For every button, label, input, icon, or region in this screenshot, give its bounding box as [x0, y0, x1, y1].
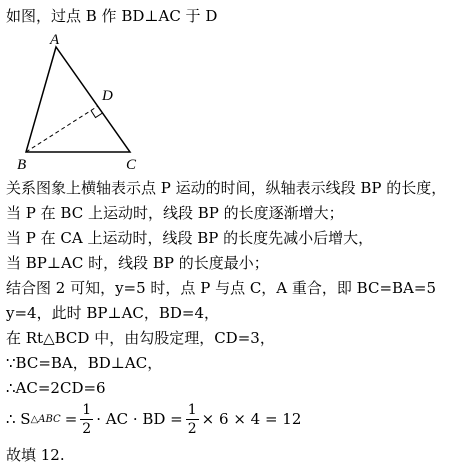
label-d: D [102, 88, 113, 104]
fraction-2-numerator: 1 [187, 401, 197, 418]
formula-prefix: ∴ S [6, 410, 31, 428]
label-a: A [50, 32, 60, 48]
label-b: B [17, 157, 27, 172]
triangle-abc [26, 47, 130, 152]
solution-line-6: y=4，此时 BP⊥AC，BD=4， [6, 304, 220, 322]
formula-equals: = [64, 410, 78, 428]
solution-line-9: ∴AC=2CD=6 [6, 379, 106, 397]
formula-tail: × 6 × 4 = 12 [201, 410, 302, 428]
solution-line-5: 结合图 2 可知，y=5 时，点 P 与点 C，A 重合，即 BC=BA=5 [6, 279, 436, 297]
formula-subscript: △ABC [30, 413, 61, 425]
solution-line-7: 在 Rt△BCD 中，由勾股定理，CD=3， [6, 329, 275, 347]
fraction-1-numerator: 1 [82, 401, 92, 418]
fraction-half-2 [186, 401, 199, 438]
answer-line: 故填 12. [6, 446, 65, 464]
solution-line-2: 当 P 在 BC 上运动时，线段 BP 的长度逐渐增大； [6, 204, 344, 222]
fraction-1-denominator: 2 [82, 420, 92, 437]
fraction-2-denominator: 2 [187, 420, 197, 437]
solution-line-1: 关系图象上横轴表示点 P 运动的时间，纵轴表示线段 BP 的长度， [6, 179, 447, 197]
solution-line-3: 当 P 在 CA 上运动时，线段 BP 的长度先减小后增大， [6, 229, 374, 247]
area-formula [6, 397, 301, 441]
intro-text: 如图，过点 B 作 BD⊥AC 于 D [6, 7, 218, 25]
solution-line-8: ∵BC=BA，BD⊥AC， [6, 354, 163, 372]
label-c: C [126, 157, 137, 172]
formula-middle: · AC · BD = [96, 410, 183, 428]
fraction-half-1 [80, 401, 93, 438]
solution-line-4: 当 BP⊥AC 时，线段 BP 的长度最小； [6, 254, 269, 272]
triangle-figure [14, 32, 174, 172]
